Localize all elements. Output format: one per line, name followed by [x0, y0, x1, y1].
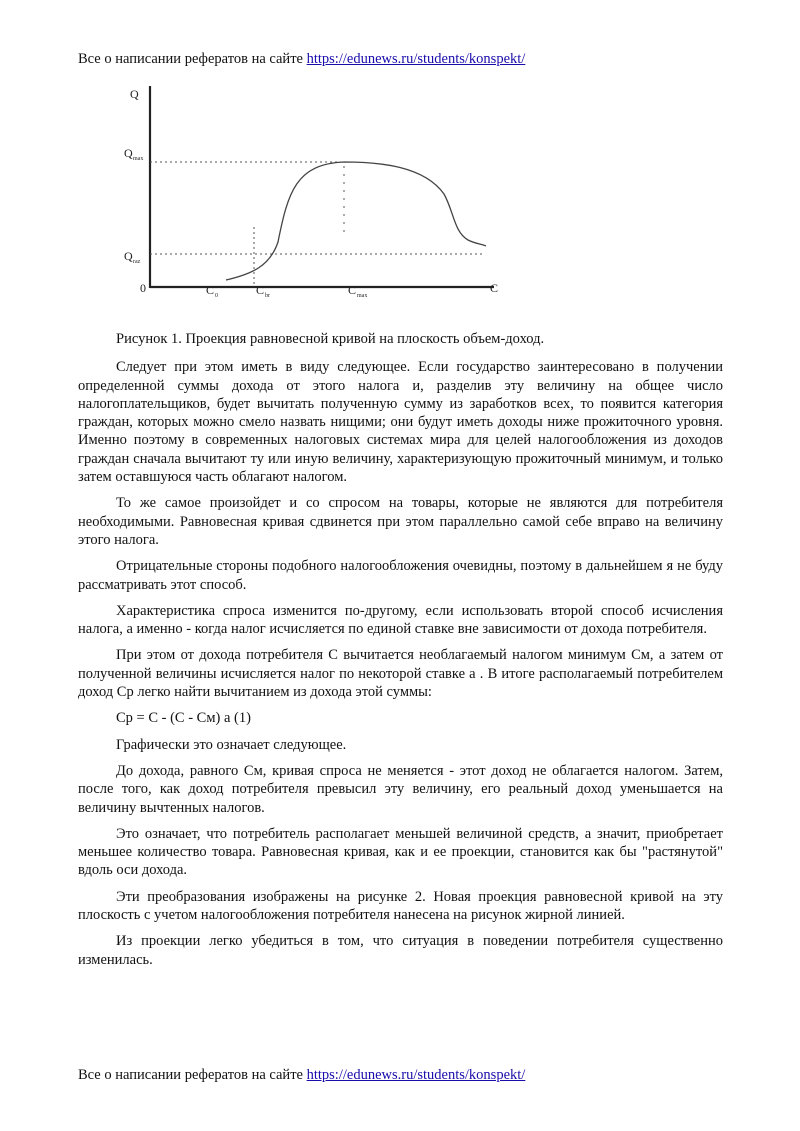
cmax-label: C	[348, 283, 357, 297]
document-body	[78, 330, 723, 977]
paragraph: До дохода, равного См, кривая спроса не меняется - этот доход не облагается налогом. Затем, после того, как доход потребителя превысил эту величину, его реальный доход уменьшается на величину вычтенных налогов.	[78, 762, 723, 816]
paragraph: Отрицательные стороны подобного налогообложения очевидны, поэтому в дальнейшем я не буду рассматривать этот способ.	[78, 558, 723, 593]
paragraph: То же самое произойдет и со спросом на товары, которые не являются для потребителя необходимыми. Равновесная кривая сдвинется при этом параллельно самой себе вправо на величину этого налога.	[78, 495, 723, 548]
formula: Ср = С - (С - См) а (1)	[116, 710, 251, 727]
page-footer	[78, 1066, 525, 1084]
qraz-label: Q	[124, 249, 133, 263]
footer-text: Все о написании рефератов на сайте	[78, 1067, 307, 1083]
qraz-sub: raz	[133, 259, 141, 265]
footer-link[interactable]: https://edunews.ru/students/konspekt/	[306, 1067, 526, 1083]
c0-sub: 0	[215, 293, 218, 299]
paragraph: Эти преобразования изображены на рисунке 2. Новая проекция равновесной кривой на эту плоскость с учетом налогообложения потребителя нанесена на рисунок жирной линией.	[78, 888, 723, 924]
header-text: Все о написании рефератов на сайте	[78, 51, 307, 67]
paragraph: Следует при этом иметь в виду следующее. Если государство заинтересовано в получении определенной суммы дохода от этого налога и, разделив эту величину на общее число налогоплательщиков, будет вычитать полученную сумму из заработков всех, то появится категория граждан, которых можно смело назвать нищими; они будут иметь доходы ниже прожиточного уровня. Именно поэтому в современных налоговых системах мира для целей налогообложения из доходов граждан сначала вычитают ту или иную величину, характеризующую прожиточный минимум, и только затем оставшуюся часть облагают налогом.	[78, 359, 723, 486]
qmax-label: Q	[124, 146, 133, 160]
header-link[interactable]: https://edunews.ru/students/konspekt/	[306, 51, 526, 67]
qmax-sub: max	[133, 156, 144, 162]
axis-y-label: Q	[130, 87, 139, 101]
figure-demand-projection	[112, 82, 504, 304]
paragraph: Графически это означает следующее.	[116, 736, 347, 753]
origin-label: 0	[140, 281, 146, 295]
cbr-sub: br	[265, 293, 270, 299]
c0-label: C	[206, 283, 215, 297]
cbr-label: C	[256, 283, 265, 297]
paragraph: При этом от дохода потребителя С вычитается необлагаемый налогом минимум См, а затем от полученной величины исчисляется налог по некоторой ставке а . В итоге располагаемый потребителем доход Ср легко найти вычитанием из дохода этой суммы:	[78, 647, 723, 701]
paragraph: Это означает, что потребитель располагает меньшей величиной средств, а значит, приобретает меньшее количество товара. Равновесная кривая, как и ее проекции, становится как бы "растянутой" вдоль оси дохода.	[78, 825, 723, 879]
paragraph: Из проекции легко убедиться в том, что ситуация в поведении потребителя существенно изменилась.	[78, 933, 723, 968]
figure-caption: Рисунок 1. Проекция равновесной кривой на плоскость объем-доход.	[116, 331, 545, 347]
axis-x-label: C	[490, 281, 499, 295]
equilibrium-curve	[226, 162, 486, 280]
paragraph: Характеристика спроса изменится по-другому, если использовать второй способ исчисления налога, а именно - когда налог исчисляется по единой ставке вне зависимости от дохода потребителя.	[78, 602, 723, 638]
cmax-sub: max	[357, 293, 368, 299]
page-header	[78, 50, 525, 68]
